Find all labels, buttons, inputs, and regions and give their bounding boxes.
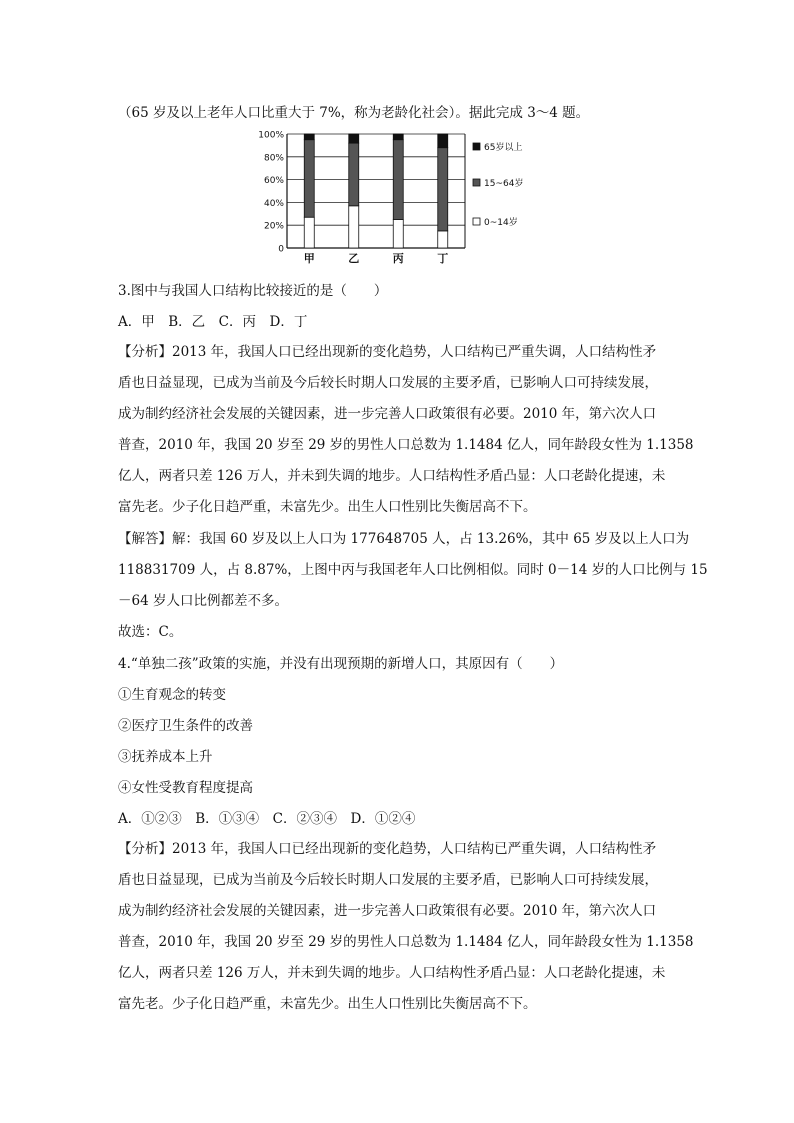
q4-options: A．①②③ B．①③④ C．②③④ D．①②④ xyxy=(118,811,416,827)
legend-label: 15~64岁 xyxy=(484,179,524,189)
q4-analysis-line: 成为制约经济社会发展的关键因素，进一步完善人口政策很有必要。2010 年，第六次人口 xyxy=(118,903,657,919)
q4-analysis-line: 亿人，两者只差 126 万人，并未到失调的地步。人口结构性矛盾凸显：人口老龄化提速，未 xyxy=(118,965,666,981)
legend-label: 65岁以上 xyxy=(484,143,523,153)
intro-text: （65 岁及以上老年人口比重大于 7%，称为老龄化社会）。据此完成 3～4 题。 xyxy=(118,105,590,121)
q4-stem: 4.“单独二孩”政策的实施，并没有出现预期的新增人口，其原因有（ ） xyxy=(118,656,564,672)
q3-analysis-line: 富先老。少子化日趋严重，未富先少。出生人口性别比失衡居高不下。 xyxy=(118,499,537,515)
q4-item: ③抚养成本上升 xyxy=(118,749,213,765)
bar-segment xyxy=(304,134,314,140)
q4-analysis-line: 【分析】2013 年，我国人口已经出现新的变化趋势，人口结构已严重失调，人口结构性矛 xyxy=(118,841,657,857)
legend-swatch xyxy=(473,179,480,186)
y-tick-label: 100% xyxy=(258,130,284,141)
q4-analysis-line: 普查，2010 年，我国 20 岁至 29 岁的男性人口总数为 1.1484 亿人，同年龄段女性为 1.1358 xyxy=(118,934,694,950)
y-tick-label: 0 xyxy=(278,244,284,255)
bar-segment xyxy=(438,231,448,248)
chart-svg xyxy=(255,128,545,268)
legend-label: 0~14岁 xyxy=(484,218,518,228)
bar-segment xyxy=(349,143,359,206)
q3-answer xyxy=(118,524,708,648)
y-tick-label: 20% xyxy=(263,221,284,232)
x-category-label: 乙 xyxy=(348,252,360,265)
bar-segment xyxy=(393,220,403,249)
q4-item: ①生育观念的转变 xyxy=(118,687,226,703)
q4-analysis xyxy=(118,834,694,1020)
bar-segment xyxy=(349,206,359,248)
q4-analysis-line: 富先老。少子化日趋严重，未富先少。出生人口性别比失衡居高不下。 xyxy=(118,996,537,1012)
q3-options: A．甲 B．乙 C．丙 D．丁 xyxy=(118,314,308,330)
q3-analysis-line: 【分析】2013 年，我国人口已经出现新的变化趋势，人口结构已严重失调，人口结构性矛 xyxy=(118,344,657,360)
x-category-label: 丁 xyxy=(437,252,449,265)
bar-segment xyxy=(393,140,403,220)
legend-swatch xyxy=(473,218,480,225)
legend-swatch xyxy=(473,143,480,150)
q3-analysis-line: 普查，2010 年，我国 20 岁至 29 岁的男性人口总数为 1.1484 亿人，同年龄段女性为 1.1358 xyxy=(118,437,694,453)
bar-segment xyxy=(393,134,403,140)
bar-segment xyxy=(304,140,314,218)
q3-analysis xyxy=(118,337,694,523)
q3-answer-line: 故选：C。 xyxy=(118,624,183,640)
bar-segment xyxy=(438,134,448,148)
q4-analysis-line: 盾也日益显现，已成为当前及今后较长时期人口发展的主要矛盾，已影响人口可持续发展， xyxy=(118,872,658,888)
y-tick-label: 80% xyxy=(263,153,284,164)
q3-analysis-line: 亿人，两者只差 126 万人，并未到失调的地步。人口结构性矛盾凸显：人口老龄化提速，未 xyxy=(118,468,666,484)
q4-item: ④女性受教育程度提高 xyxy=(118,780,253,796)
bar-segment xyxy=(438,148,448,231)
x-category-label: 丙 xyxy=(392,252,404,265)
x-category-label: 甲 xyxy=(303,252,315,265)
q3-answer-line: －64 岁人口比例都差不多。 xyxy=(118,593,288,609)
q3-stem: 3.图中与我国人口结构比较接近的是（ ） xyxy=(118,283,388,299)
q4-item: ②医疗卫生条件的改善 xyxy=(118,718,253,734)
population-structure-chart xyxy=(255,128,545,268)
q3-analysis-line: 盾也日益显现，已成为当前及今后较长时期人口发展的主要矛盾，已影响人口可持续发展， xyxy=(118,375,658,391)
q3-answer-line: 118831709 人，占 8.87%，上图中丙与我国老年人口比例相似。同时 0－14 岁的人口比例与 15 xyxy=(118,562,708,578)
q3-analysis-line: 成为制约经济社会发展的关键因素，进一步完善人口政策很有必要。2010 年，第六次人口 xyxy=(118,406,657,422)
bar-segment xyxy=(349,134,359,143)
bar-segment xyxy=(304,217,314,248)
y-tick-label: 40% xyxy=(263,198,284,209)
q3-answer-line: 【解答】解：我国 60 岁及以上人口为 177648705 人，占 13.26%，其中 65 岁及以上人口为 xyxy=(118,531,690,547)
y-tick-label: 60% xyxy=(263,176,284,187)
